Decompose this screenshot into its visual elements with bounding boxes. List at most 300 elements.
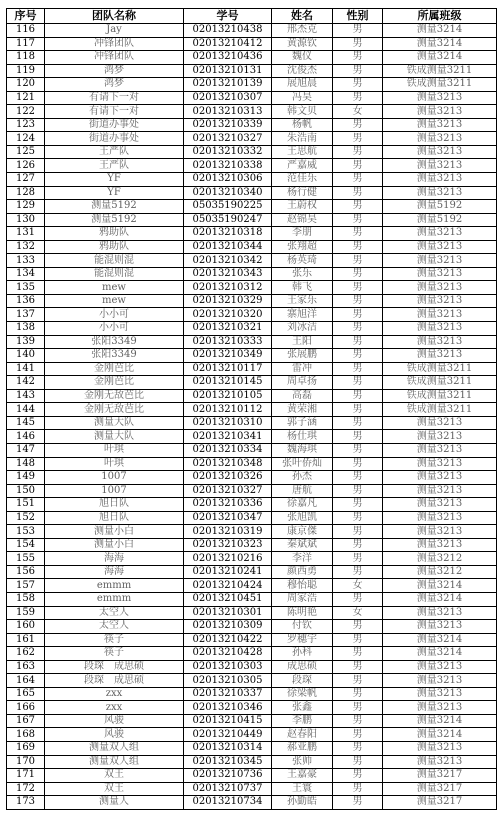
class-cell: 测量3217: [383, 796, 497, 810]
seq-cell: 156: [7, 565, 45, 579]
name-cell: 杨仕琪: [272, 430, 333, 444]
seq-cell: 164: [7, 674, 45, 688]
class-cell: 测量3214: [383, 714, 497, 728]
seq-cell: 120: [7, 78, 45, 92]
team-name-cell: 能混则混: [45, 254, 184, 268]
seq-cell: 118: [7, 51, 45, 65]
table-row: [7, 213, 497, 227]
name-cell: 黄荣湘: [272, 403, 333, 417]
name-cell: 杨帆: [272, 118, 333, 132]
team-name-cell: 街道办事处: [45, 132, 184, 146]
name-cell: 张旭凯: [272, 511, 333, 525]
student-id-cell: 02013210323: [184, 538, 272, 552]
seq-cell: 116: [7, 24, 45, 38]
class-cell: 测量3213: [383, 335, 497, 349]
student-id-cell: 02013210340: [184, 186, 272, 200]
student-id-cell: 05035190247: [184, 213, 272, 227]
student-id-cell: 02013210112: [184, 403, 272, 417]
name-cell: 张乐: [272, 267, 333, 281]
student-id-cell: 02013210438: [184, 24, 272, 38]
team-name-cell: 1007: [45, 484, 184, 498]
name-cell: 张展鹏: [272, 349, 333, 363]
class-cell: 测量3213: [383, 741, 497, 755]
table-row: [7, 620, 497, 634]
table-row: [7, 443, 497, 457]
class-cell: 测量3214: [383, 728, 497, 742]
table-row: [7, 511, 497, 525]
name-cell: 魏仪: [272, 51, 333, 65]
name-cell: 王思航: [272, 145, 333, 159]
seq-cell: 119: [7, 64, 45, 78]
name-cell: 沈俊杰: [272, 64, 333, 78]
name-cell: 颜西勇: [272, 565, 333, 579]
student-id-cell: 02013210345: [184, 755, 272, 769]
team-name-cell: 叶琪: [45, 443, 184, 457]
gender-cell: 男: [333, 674, 383, 688]
team-name-cell: zxx: [45, 701, 184, 715]
header-row: [7, 9, 497, 24]
name-cell: 周卓扬: [272, 376, 333, 390]
seq-cell: 121: [7, 91, 45, 105]
name-cell: 孙勤皓: [272, 796, 333, 810]
table-row: [7, 389, 497, 403]
student-id-cell: 02013210303: [184, 660, 272, 674]
seq-cell: 134: [7, 267, 45, 281]
class-cell: 铁成测量3211: [383, 362, 497, 376]
class-cell: 测量3213: [383, 471, 497, 485]
seq-cell: 131: [7, 227, 45, 241]
gender-cell: 男: [333, 782, 383, 796]
team-name-cell: 测量双人组: [45, 741, 184, 755]
team-name-cell: 金刚芭比: [45, 362, 184, 376]
team-name-cell: 张阳3349: [45, 335, 184, 349]
gender-cell: 男: [333, 254, 383, 268]
name-cell: 郝亚鹏: [272, 741, 333, 755]
team-name-cell: 测量大队: [45, 416, 184, 430]
table-row: [7, 755, 497, 769]
class-cell: 测量3213: [383, 457, 497, 471]
table-row: [7, 145, 497, 159]
team-name-cell: 小小可: [45, 322, 184, 336]
team-name-cell: 测量人: [45, 796, 184, 810]
seq-cell: 141: [7, 362, 45, 376]
table-row: [7, 132, 497, 146]
name-cell: 王阳: [272, 335, 333, 349]
gender-cell: 男: [333, 24, 383, 38]
gender-cell: 男: [333, 741, 383, 755]
team-name-cell: zxx: [45, 687, 184, 701]
name-cell: 徐梁帆: [272, 687, 333, 701]
seq-cell: 143: [7, 389, 45, 403]
class-cell: 测量3214: [383, 579, 497, 593]
seq-cell: 138: [7, 322, 45, 336]
team-name-cell: 王严队: [45, 159, 184, 173]
team-name-cell: YF: [45, 173, 184, 187]
class-cell: 测量3213: [383, 145, 497, 159]
class-cell: 铁成测量3211: [383, 403, 497, 417]
seq-cell: 161: [7, 633, 45, 647]
student-id-cell: 02013210336: [184, 498, 272, 512]
name-cell: 孙杰: [272, 471, 333, 485]
name-cell: 魏海琪: [272, 443, 333, 457]
gender-cell: 男: [333, 51, 383, 65]
class-cell: 测量3213: [383, 349, 497, 363]
table-row: [7, 159, 497, 173]
team-name-cell: 冲锋团队: [45, 51, 184, 65]
gender-cell: 男: [333, 484, 383, 498]
student-id-cell: 02013210436: [184, 51, 272, 65]
team-name-cell: 1007: [45, 471, 184, 485]
seq-cell: 117: [7, 37, 45, 51]
gender-cell: 男: [333, 267, 383, 281]
class-cell: 测量3213: [383, 267, 497, 281]
gender-cell: 男: [333, 647, 383, 661]
seq-cell: 168: [7, 728, 45, 742]
seq-cell: 123: [7, 118, 45, 132]
gender-cell: 女: [333, 105, 383, 119]
table-row: [7, 687, 497, 701]
gender-cell: 男: [333, 430, 383, 444]
seq-cell: 140: [7, 349, 45, 363]
seq-cell: 142: [7, 376, 45, 390]
gender-cell: 男: [333, 145, 383, 159]
gender-cell: 男: [333, 714, 383, 728]
student-id-cell: 02013210428: [184, 647, 272, 661]
table-row: [7, 471, 497, 485]
team-name-cell: YF: [45, 186, 184, 200]
table-header: [7, 9, 497, 24]
gender-cell: 男: [333, 335, 383, 349]
name-cell: 张鑫: [272, 701, 333, 715]
gender-cell: 男: [333, 159, 383, 173]
table-row: [7, 579, 497, 593]
gender-cell: 男: [333, 376, 383, 390]
table-row: [7, 498, 497, 512]
team-name-cell: 测量5192: [45, 200, 184, 214]
student-id-cell: 02013210314: [184, 741, 272, 755]
header-student-id: 学号: [184, 9, 272, 24]
seq-cell: 124: [7, 132, 45, 146]
gender-cell: 男: [333, 389, 383, 403]
class-cell: 测量3213: [383, 308, 497, 322]
name-cell: 张叶侨灿: [272, 457, 333, 471]
name-cell: 雷冲: [272, 362, 333, 376]
table-row: [7, 173, 497, 187]
class-cell: 测量3213: [383, 91, 497, 105]
class-cell: 测量3213: [383, 416, 497, 430]
gender-cell: 男: [333, 687, 383, 701]
seq-cell: 150: [7, 484, 45, 498]
student-id-cell: 02013210332: [184, 145, 272, 159]
table-row: [7, 525, 497, 539]
class-cell: 测量3213: [383, 159, 497, 173]
seq-cell: 157: [7, 579, 45, 593]
student-id-cell: 02013210329: [184, 294, 272, 308]
gender-cell: 男: [333, 552, 383, 566]
student-id-cell: 02013210341: [184, 430, 272, 444]
gender-cell: 男: [333, 728, 383, 742]
gender-cell: 女: [333, 606, 383, 620]
gender-cell: 男: [333, 200, 383, 214]
class-cell: 测量3213: [383, 674, 497, 688]
table-row: [7, 24, 497, 38]
name-cell: 高磊: [272, 389, 333, 403]
gender-cell: 男: [333, 471, 383, 485]
gender-cell: 男: [333, 620, 383, 634]
team-name-cell: mew: [45, 294, 184, 308]
gender-cell: 男: [333, 78, 383, 92]
name-cell: 严嘉威: [272, 159, 333, 173]
class-cell: 铁成测量3211: [383, 78, 497, 92]
seq-cell: 139: [7, 335, 45, 349]
gender-cell: 男: [333, 64, 383, 78]
name-cell: 黄源钦: [272, 37, 333, 51]
table-row: [7, 606, 497, 620]
table-row: [7, 362, 497, 376]
team-name-cell: 旭日队: [45, 498, 184, 512]
table-row: [7, 78, 497, 92]
table-row: [7, 51, 497, 65]
student-id-cell: 02013210117: [184, 362, 272, 376]
seq-cell: 154: [7, 538, 45, 552]
table-row: [7, 782, 497, 796]
gender-cell: 男: [333, 132, 383, 146]
team-name-cell: 双王: [45, 782, 184, 796]
gender-cell: 男: [333, 525, 383, 539]
gender-cell: 女: [333, 579, 383, 593]
seq-cell: 170: [7, 755, 45, 769]
team-name-cell: 冲锋团队: [45, 37, 184, 51]
gender-cell: 男: [333, 443, 383, 457]
student-id-cell: 02013210301: [184, 606, 272, 620]
student-id-cell: 02013210343: [184, 267, 272, 281]
table-row: [7, 552, 497, 566]
gender-cell: 男: [333, 227, 383, 241]
table-row: [7, 592, 497, 606]
seq-cell: 155: [7, 552, 45, 566]
student-id-cell: 02013210145: [184, 376, 272, 390]
name-cell: 展旭晨: [272, 78, 333, 92]
name-cell: 张翔超: [272, 240, 333, 254]
name-cell: 李鹏: [272, 714, 333, 728]
name-cell: 王嘉豪: [272, 769, 333, 783]
team-name-cell: 段琛 成思硕: [45, 660, 184, 674]
student-id-cell: 02013210312: [184, 281, 272, 295]
class-cell: 测量5192: [383, 200, 497, 214]
team-name-cell: mew: [45, 281, 184, 295]
table-row: [7, 308, 497, 322]
name-cell: 杨英琦: [272, 254, 333, 268]
team-name-cell: 金刚无敌芭比: [45, 389, 184, 403]
team-name-cell: 鸿梦: [45, 64, 184, 78]
name-cell: 韩飞: [272, 281, 333, 295]
student-id-cell: 02013210339: [184, 118, 272, 132]
team-name-cell: 太空人: [45, 606, 184, 620]
class-cell: 测量3213: [383, 701, 497, 715]
student-id-cell: 02013210309: [184, 620, 272, 634]
table-row: [7, 227, 497, 241]
seq-cell: 126: [7, 159, 45, 173]
table-row: [7, 335, 497, 349]
gender-cell: 男: [333, 592, 383, 606]
team-name-cell: 风骏: [45, 728, 184, 742]
team-roster-table: [6, 8, 497, 810]
team-name-cell: 筷子: [45, 633, 184, 647]
student-id-cell: 02013210412: [184, 37, 272, 51]
student-id-cell: 02013210326: [184, 471, 272, 485]
class-cell: 测量3217: [383, 769, 497, 783]
student-id-cell: 02013210344: [184, 240, 272, 254]
class-cell: 测量3213: [383, 294, 497, 308]
seq-cell: 135: [7, 281, 45, 295]
student-id-cell: 02013210216: [184, 552, 272, 566]
seq-cell: 153: [7, 525, 45, 539]
seq-cell: 130: [7, 213, 45, 227]
table-row: [7, 254, 497, 268]
seq-cell: 173: [7, 796, 45, 810]
student-id-cell: 02013210307: [184, 91, 272, 105]
student-id-cell: 02013210349: [184, 349, 272, 363]
seq-cell: 158: [7, 592, 45, 606]
team-name-cell: 金刚芭比: [45, 376, 184, 390]
table-row: [7, 416, 497, 430]
table-row: [7, 200, 497, 214]
table-row: [7, 376, 497, 390]
student-id-cell: 02013210347: [184, 511, 272, 525]
gender-cell: 男: [333, 37, 383, 51]
student-id-cell: 05035190225: [184, 200, 272, 214]
table-row: [7, 714, 497, 728]
table-row: [7, 660, 497, 674]
team-name-cell: 海海: [45, 565, 184, 579]
class-cell: 测量3214: [383, 24, 497, 38]
student-id-cell: 02013210320: [184, 308, 272, 322]
name-cell: 陈明艳: [272, 606, 333, 620]
student-id-cell: 02013210327: [184, 484, 272, 498]
team-name-cell: emmm: [45, 579, 184, 593]
student-id-cell: 02013210319: [184, 525, 272, 539]
name-cell: 冯昊: [272, 91, 333, 105]
seq-cell: 145: [7, 416, 45, 430]
seq-cell: 151: [7, 498, 45, 512]
name-cell: 王寰: [272, 782, 333, 796]
student-id-cell: 02013210348: [184, 457, 272, 471]
seq-cell: 172: [7, 782, 45, 796]
class-cell: 测量3213: [383, 620, 497, 634]
student-id-cell: 02013210736: [184, 769, 272, 783]
student-id-cell: 02013210310: [184, 416, 272, 430]
seq-cell: 133: [7, 254, 45, 268]
class-cell: 测量3213: [383, 606, 497, 620]
seq-cell: 144: [7, 403, 45, 417]
student-id-cell: 02013210313: [184, 105, 272, 119]
gender-cell: 男: [333, 349, 383, 363]
table-row: [7, 796, 497, 810]
seq-cell: 147: [7, 443, 45, 457]
team-name-cell: emmm: [45, 592, 184, 606]
name-cell: 成思硕: [272, 660, 333, 674]
name-cell: 秦斌斌: [272, 538, 333, 552]
gender-cell: 男: [333, 403, 383, 417]
header-class: 所属班级: [383, 9, 497, 24]
class-cell: 测量3213: [383, 511, 497, 525]
team-name-cell: 金刚无敌芭比: [45, 403, 184, 417]
table-row: [7, 484, 497, 498]
name-cell: 赵春阳: [272, 728, 333, 742]
seq-cell: 129: [7, 200, 45, 214]
gender-cell: 男: [333, 118, 383, 132]
class-cell: 测量3213: [383, 538, 497, 552]
class-cell: 测量3213: [383, 254, 497, 268]
gender-cell: 男: [333, 796, 383, 810]
name-cell: 赵锦昊: [272, 213, 333, 227]
header-gender: 性别: [333, 9, 383, 24]
seq-cell: 128: [7, 186, 45, 200]
class-cell: 测量3212: [383, 565, 497, 579]
table-row: [7, 240, 497, 254]
table-row: [7, 633, 497, 647]
class-cell: 测量3214: [383, 592, 497, 606]
gender-cell: 男: [333, 565, 383, 579]
table-row: [7, 118, 497, 132]
class-cell: 测量3213: [383, 687, 497, 701]
class-cell: 铁成测量3211: [383, 376, 497, 390]
team-name-cell: 能混则混: [45, 267, 184, 281]
table-row: [7, 64, 497, 78]
student-id-cell: 02013210131: [184, 64, 272, 78]
seq-cell: 132: [7, 240, 45, 254]
class-cell: 测量3213: [383, 132, 497, 146]
table-row: [7, 186, 497, 200]
student-id-cell: 02013210105: [184, 389, 272, 403]
seq-cell: 159: [7, 606, 45, 620]
student-id-cell: 02013210424: [184, 579, 272, 593]
table-row: [7, 322, 497, 336]
table-row: [7, 565, 497, 579]
class-cell: 测量3213: [383, 227, 497, 241]
name-cell: 朱浩南: [272, 132, 333, 146]
class-cell: 测量3213: [383, 105, 497, 119]
name-cell: 穆怡聪: [272, 579, 333, 593]
seq-cell: 148: [7, 457, 45, 471]
seq-cell: 149: [7, 471, 45, 485]
team-name-cell: 测量大队: [45, 430, 184, 444]
table-row: [7, 430, 497, 444]
name-cell: 周家浩: [272, 592, 333, 606]
seq-cell: 137: [7, 308, 45, 322]
student-id-cell: 02013210306: [184, 173, 272, 187]
gender-cell: 男: [333, 186, 383, 200]
class-cell: 测量3213: [383, 281, 497, 295]
name-cell: 孙科: [272, 647, 333, 661]
team-name-cell: 双王: [45, 769, 184, 783]
team-name-cell: 鸿梦: [45, 78, 184, 92]
gender-cell: 男: [333, 240, 383, 254]
class-cell: 测量3213: [383, 755, 497, 769]
class-cell: 测量3213: [383, 484, 497, 498]
name-cell: 李朋: [272, 227, 333, 241]
header-name: 姓名: [272, 9, 333, 24]
student-id-cell: 02013210422: [184, 633, 272, 647]
name-cell: 范佳乐: [272, 173, 333, 187]
team-name-cell: 风骏: [45, 714, 184, 728]
gender-cell: 男: [333, 498, 383, 512]
class-cell: 测量3212: [383, 552, 497, 566]
student-id-cell: 02013210321: [184, 322, 272, 336]
team-name-cell: Jay: [45, 24, 184, 38]
table-row: [7, 457, 497, 471]
class-cell: 测量3213: [383, 186, 497, 200]
